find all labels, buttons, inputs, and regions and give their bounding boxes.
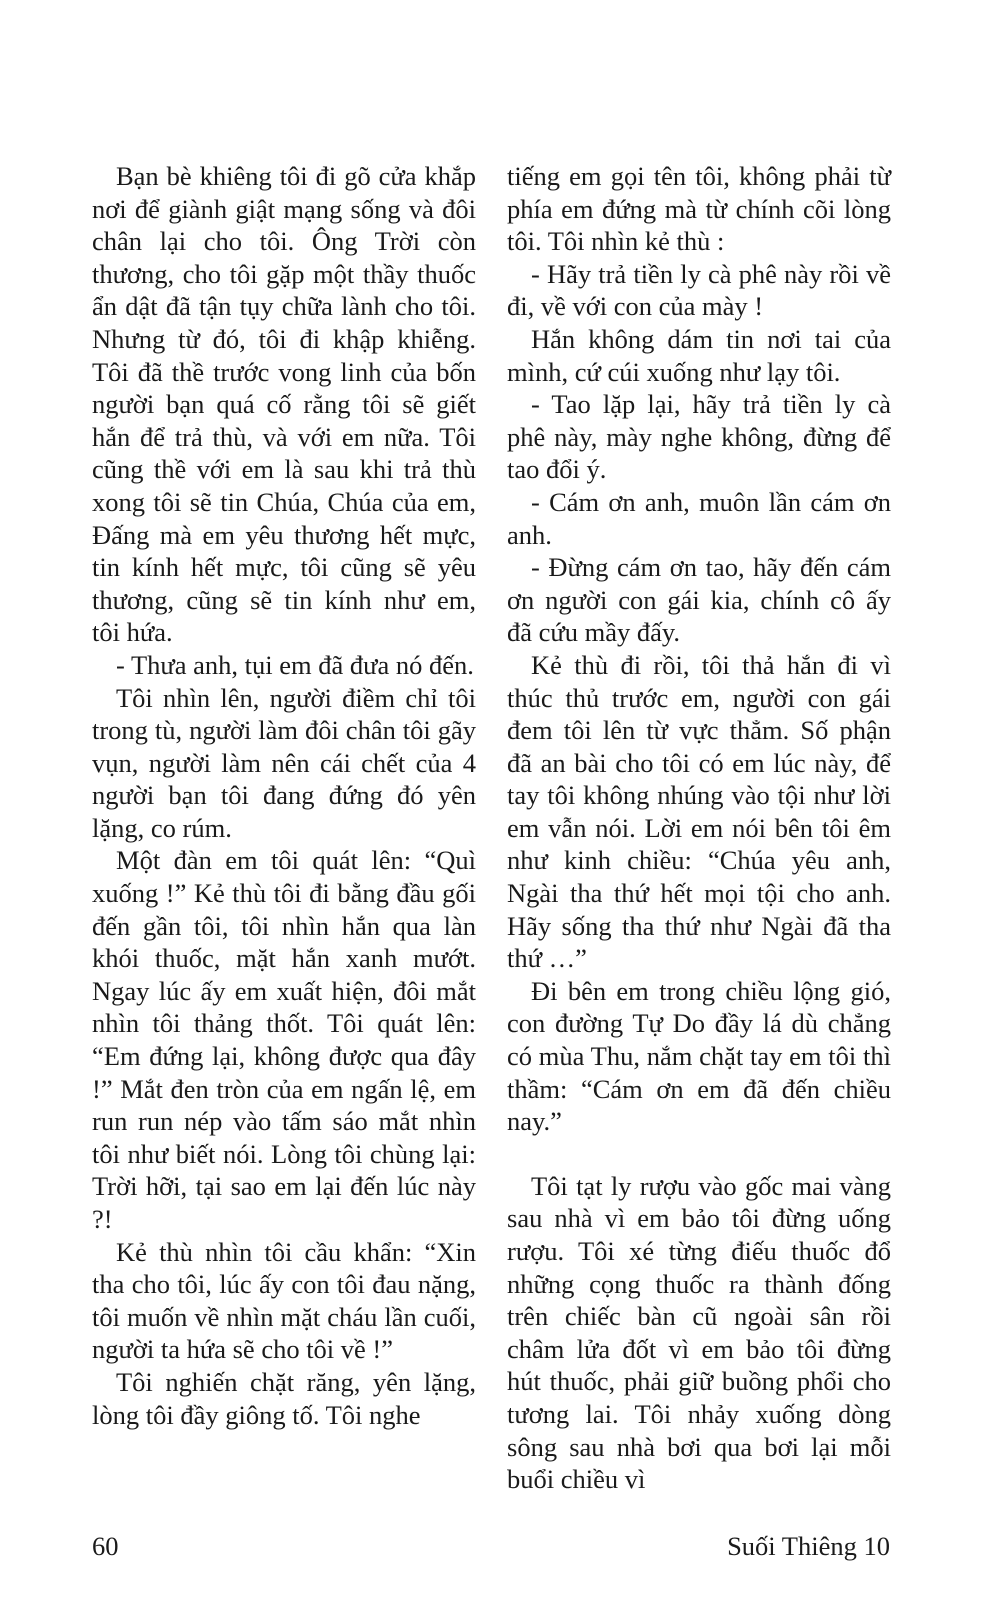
paragraph: - Thưa anh, tụi em đã đưa nó đến. [116, 649, 474, 680]
paragraph: Bạn bè khiêng tôi đi gõ cửa khắp nơi để giành giật mạng sống và đôi chân lại cho tôi. Ông Trời còn thương, cho tôi gặp một thầy thuốc ẩn dật đã tận tụy chữa lành cho tôi. Nhưng từ đó, tôi đi khập khiễng. Tôi đã thề trước vong linh của bốn người bạn quá cố rằng tôi sẽ giết hắn để trả thù, và với em nữa. Tôi cũng thề với em là sau khi trả thù xong tôi sẽ tin Chúa, Chúa của em, Đấng mà em yêu thương hết mực, tin kính hết mực, tôi cũng sẽ yêu thương, cũng sẽ tin kính như em, tôi hứa. [92, 161, 476, 648]
paragraph: Hắn không dám tin nơi tai của mình, cứ cúi xuống như lạy tôi. [507, 323, 891, 387]
page-number: 60 [92, 1531, 119, 1561]
paragraph: - Tao lặp lại, hãy trả tiền ly cà phê này, mày nghe không, đừng để tao đổi ý. [507, 389, 891, 485]
paragraph: Đi bên em trong chiều lộng gió, con đường Tự Do đầy lá dù chẳng có mùa Thu, nắm chặt tay em tôi thì thầm: “Cám ơn em đã đến chiều nay.” [507, 975, 891, 1137]
paragraph: - Cám ơn anh, muôn lần cám ơn anh. [507, 486, 891, 550]
left-text-column [92, 160, 476, 1431]
paragraph: Kẻ thù nhìn tôi cầu khẩn: “Xin tha cho tôi, lúc ấy con tôi đau nặng, tôi muốn về nhìn mặt cháu lần cuối, người ta hứa sẽ cho tôi về !” [92, 1236, 476, 1365]
paragraph: Kẻ thù đi rồi, tôi thả hắn đi vì thúc thủ trước em, người con gái đem tôi lên từ vực thẳm. Số phận đã an bài cho tôi có em lúc này, để tay tôi không nhúng vào tội như lời em vẫn nói. Lời em nói bên tôi êm như kinh chiều: “Chúa yêu anh, Ngài tha thứ hết mọi tội cho anh. Hãy sống tha thứ như Ngài đã tha thứ …” [507, 649, 891, 974]
paragraph: Tôi nghiến chặt răng, yên lặng, lòng tôi đầy giông tố. Tôi nghe [92, 1366, 476, 1430]
section-paragraph: Tôi tạt ly rượu vào gốc mai vàng sau nhà vì em bảo tôi đừng uống rượu. Tôi xé từng điếu thuốc đổ những cọng thuốc ra thành đống trên chiếc bàn cũ ngoài sân rồi châm lửa đốt vì em bảo tôi đừng hút thuốc, phải giữ buồng phổi cho tương lai. Tôi nhảy xuống dòng sông sau nhà bơi qua bơi lại mỗi buổi chiều vì [507, 1170, 891, 1495]
paragraph: Tôi nhìn lên, người điềm chỉ tôi trong tù, người làm đôi chân tôi gãy vụn, người làm nên cái chết của 4 người bạn tôi đang đứng đó yên lặng, co rúm. [92, 682, 476, 843]
paragraph: Một đàn em tôi quát lên: “Quì xuống !” Kẻ thù tôi đi bằng đầu gối đến gần tôi, tôi nhìn hắn qua làn khói thuốc, mặt hắn xanh mướt. Ngay lúc ấy em xuất hiện, đôi mắt nhìn tôi thảng thốt. Tôi quát lên: “Em đứng lại, không được qua đây !” Mắt đen tròn của em ngấn lệ, em run run nép vào tấm sáo mắt nhìn tôi như biết nói. Lòng tôi chùng lại: Trời hỡi, tại sao em lại đến lúc này ?! [92, 845, 476, 1234]
continued-paragraph: tiếng em gọi tên tôi, không phải từ phía em đứng mà từ chính cõi lòng tôi. Tôi nhìn kẻ thù : [507, 161, 891, 257]
right-text-column [507, 160, 891, 1496]
paragraph: - Đừng cám ơn tao, hãy đến cám ơn người con gái kia, chính cô ấy đã cứu mầy đấy. [507, 552, 891, 648]
publication-title: Suối Thiêng 10 [727, 1531, 890, 1561]
paragraph: - Hãy trả tiền ly cà phê này rồi về đi, về với con của mày ! [507, 258, 891, 322]
